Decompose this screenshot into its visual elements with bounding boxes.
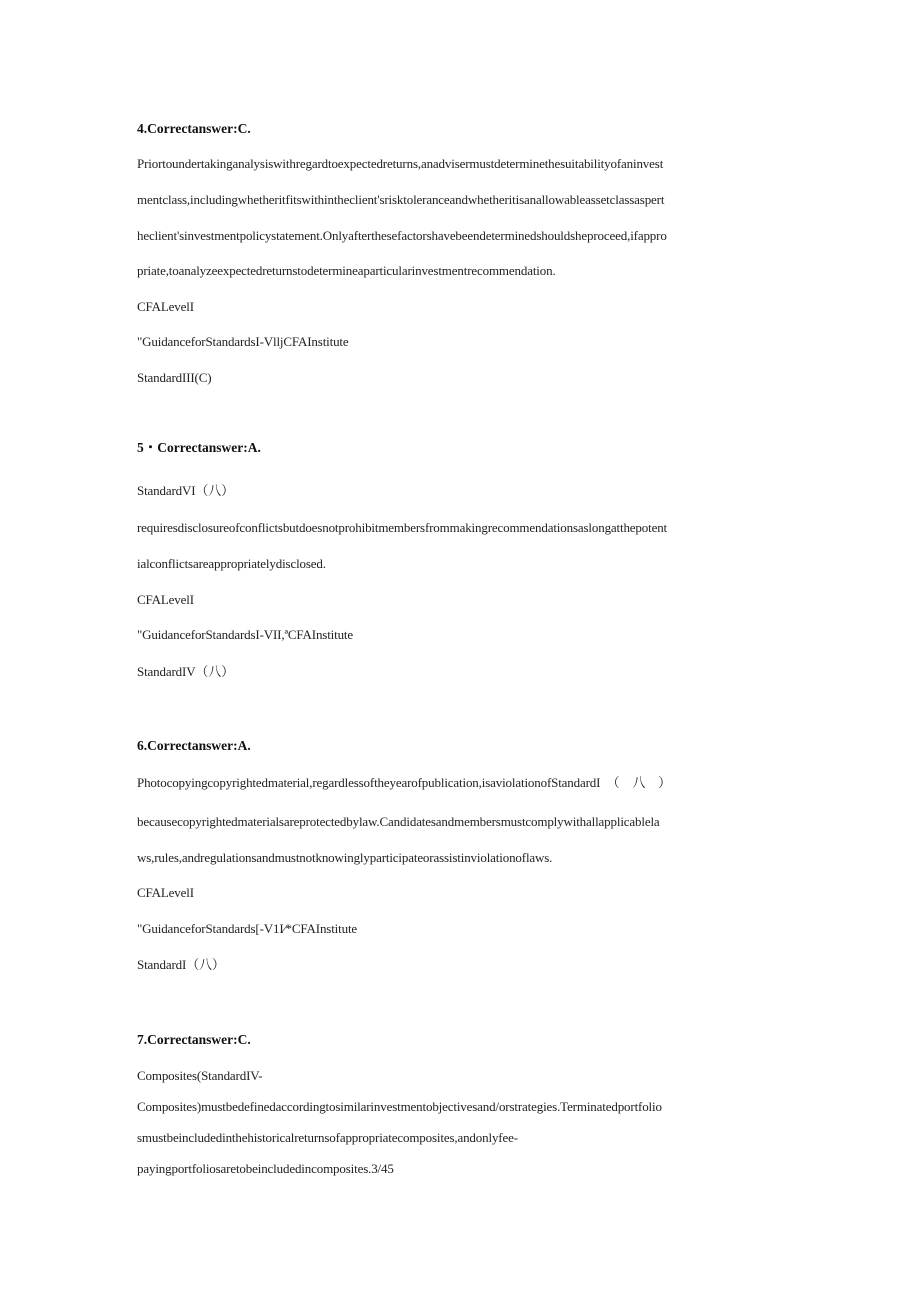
answer-heading-5: 5・Correctanswer:A. — [137, 440, 261, 455]
reference-standard: StandardIV（八） — [137, 664, 234, 679]
paragraph-line: requiresdisclosureofconflictsbutdoesnotprohibitmembersfrommakingrecommendationsaslongatthepotent — [137, 520, 668, 535]
paragraph-line: Photocopyingcopyrightedmaterial,regardlessoftheyearofpublication,isaviolationofStandardI （ 八 ） — [137, 775, 671, 790]
answer-heading-7: 7.Correctanswer:C. — [137, 1032, 251, 1047]
answer-heading-6: 6.Correctanswer:A. — [137, 738, 251, 753]
paragraph-line: priate,toanalyzeexpectedreturnstodetermineaparticularinvestmentrecommendation. — [137, 263, 556, 278]
paragraph-line: becausecopyrightedmaterialsareprotectedbylaw.Candidatesandmembersmustcomplywithallapplicablela — [137, 814, 660, 829]
answer-heading-4: 4.Correctanswer:C. — [137, 121, 251, 136]
reference-guidance: "GuidanceforStandardsI-VII,ªCFAInstitute — [137, 627, 354, 642]
paragraph-line: Priortoundertakinganalysiswithregardtoexpectedreturns,anadvisermustdeterminethesuitabilityofaninvest — [137, 156, 664, 171]
paragraph-line: Composites)mustbedefinedaccordingtosimilarinvestmentobjectivesand/orstrategies.Terminatedportfolio — [137, 1099, 662, 1114]
reference-guidance: "GuidanceforStandardsI-VlljCFAInstitute — [137, 334, 349, 349]
paragraph-line: heclient'sinvestmentpolicystatement.Onlyafterthesefactorshavebeendeterminedshouldsheproceed,ifappro — [137, 228, 667, 243]
reference-level: CFALevelI — [137, 592, 194, 607]
paragraph-line: Composites(StandardIV- — [137, 1068, 263, 1083]
paragraph-line: mentclass,includingwhetheritfitswithintheclient'srisktoleranceandwhetheritisanallowableassetclassaspert — [137, 192, 665, 207]
reference-level: CFALevelI — [137, 885, 194, 900]
paragraph-line: smustbeincludedinthehistoricalreturnsofappropriatecomposites,andonlyfee- — [137, 1130, 518, 1145]
paragraph-line: payingportfoliosaretobeincludedincomposites.3/45 — [137, 1161, 394, 1176]
reference-standard: StandardVI（八） — [137, 483, 234, 498]
reference-standard: StandardIII(C) — [137, 370, 212, 385]
paragraph-line: ialconflictsareappropriatelydisclosed. — [137, 556, 326, 571]
paragraph-line: ws,rules,andregulationsandmustnotknowinglyparticipateorassistinviolationoflaws. — [137, 850, 553, 865]
reference-standard: StandardI（八） — [137, 957, 225, 972]
reference-guidance: "GuidanceforStandards[-V1I∕*CFAInstitute — [137, 921, 358, 936]
reference-level: CFALevelI — [137, 299, 194, 314]
